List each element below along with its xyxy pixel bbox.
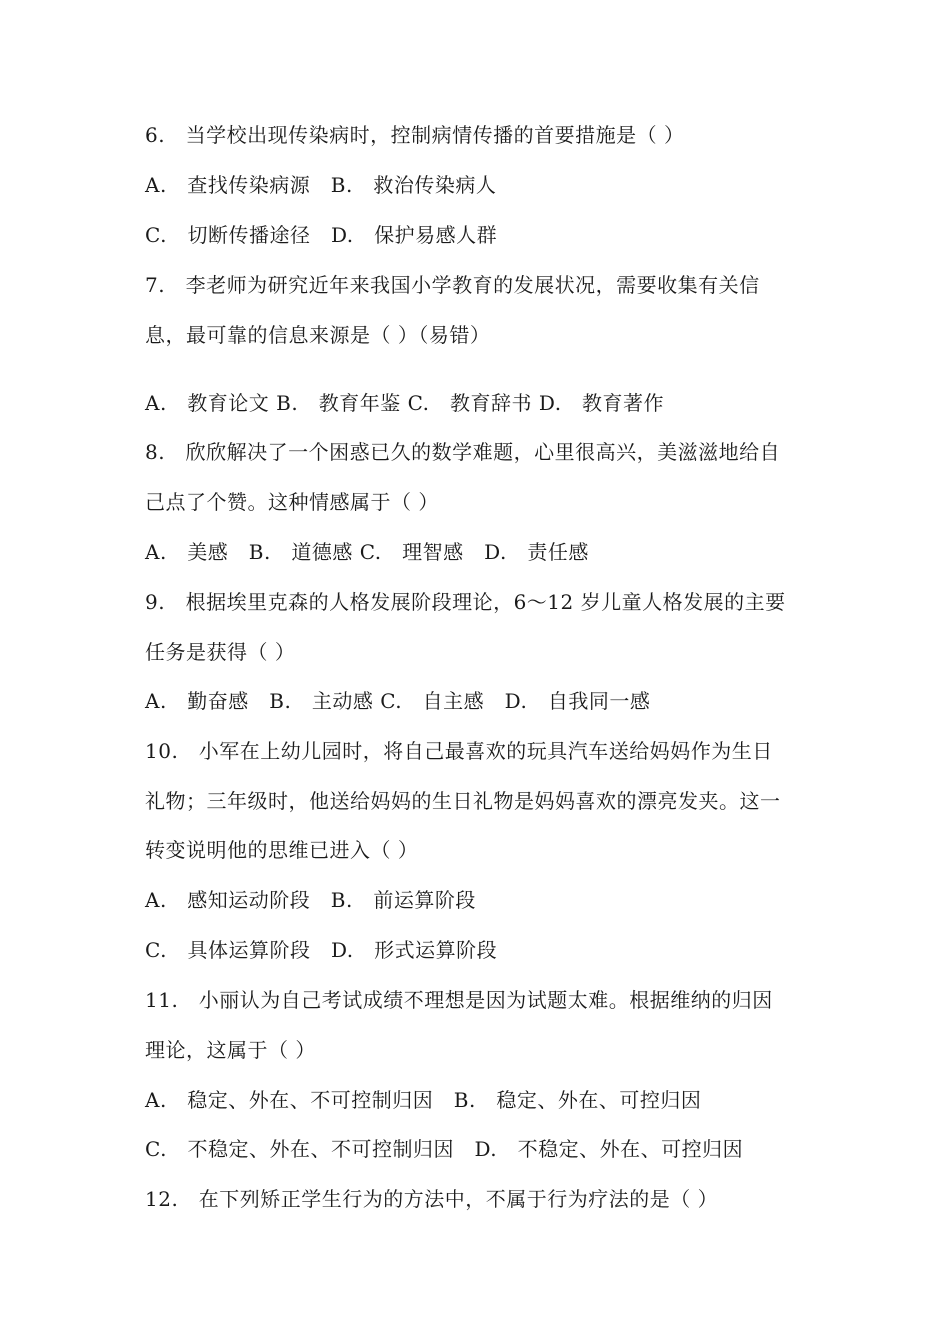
question-7-text-continued: 息，最可靠的信息来源是（ ）（易错） <box>145 323 491 347</box>
question-7-continued <box>145 321 815 349</box>
question-8 <box>145 438 815 466</box>
question-10-options-cd <box>145 936 815 964</box>
question-10 <box>145 737 815 765</box>
options-text: A. 教育论文 B. 教育年鉴 C. 教育辞书 D. 教育著作 <box>145 391 665 415</box>
question-11-options-cd <box>145 1135 815 1163</box>
options-text: C. 不稳定、外在、不可控制归因 D. 不稳定、外在、可控归因 <box>145 1137 744 1161</box>
question-10-options-ab <box>145 886 815 914</box>
question-11-options-ab <box>145 1086 815 1114</box>
question-10-text-continued: 礼物；三年级时，他送给妈妈的生日礼物是妈妈喜欢的漂亮发夹。这一 <box>145 789 781 813</box>
question-11-continued <box>145 1036 815 1064</box>
question-11 <box>145 986 815 1014</box>
options-text: A. 勤奋感 B. 主动感 C. 自主感 D. 自我同一感 <box>145 689 651 713</box>
question-6-options-ab <box>145 171 815 199</box>
options-text: A. 感知运动阶段 B. 前运算阶段 <box>145 888 476 912</box>
question-9 <box>145 588 815 616</box>
question-10-text-continued: 转变说明他的思维已进入（ ） <box>145 838 419 862</box>
question-7-text: 7. 李老师为研究近年来我国小学教育的发展状况，需要收集有关信 <box>145 273 760 297</box>
question-7-options <box>145 389 815 417</box>
options-text: C. 切断传播途径 D. 保护易感人群 <box>145 223 498 247</box>
question-9-text-continued: 任务是获得（ ） <box>145 640 296 664</box>
question-7 <box>145 271 815 299</box>
question-10-continued-2 <box>145 836 815 864</box>
options-text: C. 具体运算阶段 D. 形式运算阶段 <box>145 938 498 962</box>
question-6-text: 6. 当学校出现传染病时，控制病情传播的首要措施是（ ） <box>145 123 685 147</box>
question-12-text: 12. 在下列矫正学生行为的方法中，不属于行为疗法的是（ ） <box>145 1187 719 1211</box>
question-10-text: 10. 小军在上幼儿园时，将自己最喜欢的玩具汽车送给妈妈作为生日 <box>145 739 773 763</box>
options-text: A. 稳定、外在、不可控制归因 B. 稳定、外在、可控归因 <box>145 1088 702 1112</box>
question-6-options-cd <box>145 221 815 249</box>
question-10-continued-1 <box>145 787 815 815</box>
question-12 <box>145 1185 815 1213</box>
options-text: A. 美感 B. 道德感 C. 理智感 D. 责任感 <box>145 540 589 564</box>
question-8-options <box>145 538 815 566</box>
question-6 <box>145 121 815 149</box>
question-9-continued <box>145 638 815 666</box>
question-11-text-continued: 理论，这属于（ ） <box>145 1038 316 1062</box>
question-8-text-continued: 己点了个赞。这种情感属于（ ） <box>145 490 439 514</box>
options-text: A. 查找传染病源 B. 救治传染病人 <box>145 173 497 197</box>
question-8-continued <box>145 488 815 516</box>
question-9-text: 9. 根据埃里克森的人格发展阶段理论，6～12 岁儿童人格发展的主要 <box>145 590 786 614</box>
question-8-text: 8. 欣欣解决了一个困惑已久的数学难题，心里很高兴，美滋滋地给自 <box>145 440 781 464</box>
question-9-options <box>145 687 815 715</box>
question-11-text: 11. 小丽认为自己考试成绩不理想是因为试题太难。根据维纳的归因 <box>145 988 773 1012</box>
